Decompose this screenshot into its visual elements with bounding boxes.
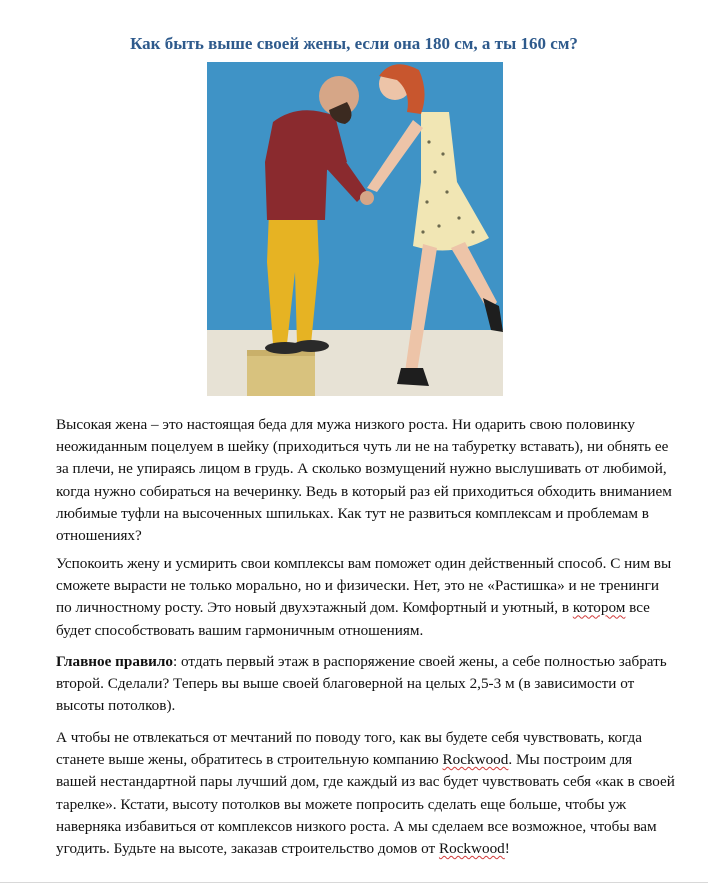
cta-text-c: ! xyxy=(504,840,510,858)
paragraph-solution xyxy=(56,553,676,642)
brand-name-rockwood: Rockwood xyxy=(442,751,509,769)
paragraph-intro: Высокая жена – это настоящая беда для мужа низкого роста. Ни одарить свою половинку неожиданным поцелуем в шейку (приходиться чуть ли не на табуретку вставать), ни обнять ее за плечи, не упираясь лицом в грудь. А сколько возмущений нужно выслушивать от любимой, когда нужно собираться на вечеринку. Ведь в который раз ей приходиться обходить вниманием любимые туфли на высоченных шпильках. Как тут не развиться комплексам и проблемам в отношениях? xyxy=(56,416,672,545)
paragraph-solution-text-a: Успокоить жену и усмирить свои комплексы вам поможет один действенный способ. С ним вы сможете вырасти не только морально, но и физически. Нет, это не «Растишка» и не тренинги по личностному росту. Это новый двухэтажный дом. Комфортный и уютный, в xyxy=(56,555,672,617)
couple-kissing-photo xyxy=(207,62,503,396)
article-title: Как быть выше своей жены, если она 180 см, а ты 160 см? xyxy=(130,34,578,53)
paragraph-solution-text-b: все будет способствовать вашим гармоничным отношениям. xyxy=(56,599,650,639)
spellcheck-word: котором xyxy=(572,599,626,617)
paragraph-call-to-action xyxy=(56,727,676,860)
cta-text-a: А чтобы не отвлекаться от мечтаний по поводу того, как вы будете себя чувствовать, когда станете выше жены, обратитесь в строительную компанию xyxy=(56,729,642,769)
brand-name-rockwood-final: Rockwood xyxy=(438,840,505,858)
page-bottom-divider xyxy=(0,882,708,883)
paragraph-main-rule xyxy=(56,651,676,718)
cta-text-b: . Мы построим для вашей нестандартной пары лучший дом, где каждый из вас будет чувствовать себя «как в своей тарелке». Кстати, высоту потолков вы можете попросить сделать еще больше, чтобы уж наверняка избавиться от комплексов низкого роста. А мы сделаем все возможное, чтобы вам угодить. Будьте на высоте, заказав строительство домов от xyxy=(56,751,675,858)
main-rule-label: Главное правило xyxy=(56,653,174,670)
main-rule-text: : отдать первый этаж в распоряжение своей жены, а себе полностью забрать второй. Сделали? Теперь вы выше своей благоверной на целых 2,5-3 м (в зависимости от высоты потолков). xyxy=(56,653,667,715)
